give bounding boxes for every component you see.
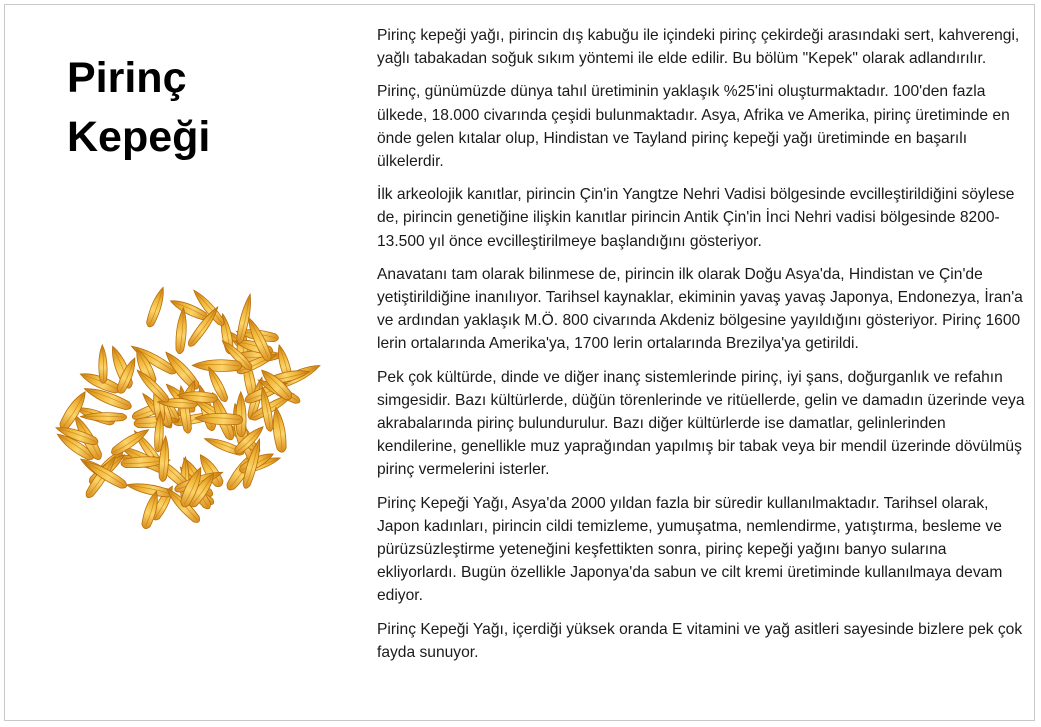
- rice-grain: [98, 345, 107, 384]
- rice-grain: [270, 407, 287, 453]
- paragraph-6: Pirinç Kepeği Yağı, Asya'da 2000 yıldan fazla bir süredir kullanılmaktadır. Tarihsel olarak, Japon kadınları, pirincin cildi temizleme, yumuşatma, nemlendirme, yatıştırma, besleme ve pürüzsüzleştirme yeteneğini keşfettikten sonra, pirinç kepeği yağını banyo sularına ekliyorlardı. Bugün özellikle Japonya'da sabun ve cilt kremi üretiminde kullanılmaya devam ediyor.: [377, 494, 1003, 605]
- title-line-1: Pirinç: [67, 54, 187, 102]
- rice-grain: [126, 480, 173, 498]
- paragraph-4: Anavatanı tam olarak bilinmese de, pirincin ilk olarak Doğu Asya'da, Hindistan ve Çin'de yetiştirildiğine inanılıyor. Tarihsel kaynaklar, ekiminin yavaş yavaş Japonya, Endonezya, İran'a ve ardından yaklaşık M.Ö. 800 civarında Akdeniz bölgesine yayıldığını gösteriyor. Pirinç 1600 lerin ortalarında Amerika'ya, 1700 lerin ortalarında Brezilya'ya getirildi.: [377, 265, 1023, 353]
- page-title: [67, 49, 307, 167]
- rice-grain: [192, 360, 242, 372]
- paragraph-1: Pirinç kepeği yağı, pirincin dış kabuğu ile içindeki pirinç çekirdeği arasındaki sert, kahverengi, yağlı tabakadan soğuk sıkım yöntemi ile elde edilir. Bu bölüm "Kepek" olarak adlandırılır.: [377, 27, 1020, 68]
- article-body: [377, 24, 1029, 674]
- paragraph-5: Pek çok kültürde, dinde ve diğer inanç sistemlerinde pirinç, iyi şans, doğurganlık ve refahın simgesidir. Bazı kültürlerde, düğün törenlerinde ve ritüellerde, gelin ve damadın üzerinde veya akrabalarında pirinç bulundurulur. Bazı diğer kültürlerde ise damatlar, gelinlerinden kendilerine, genellikle muz yaprağından yapılmış bir tabak veya bir mendil üzerinde dövülmüş pirinç vermelerini isterler.: [377, 368, 1025, 479]
- title-line-2: Kepeği: [67, 113, 211, 161]
- rice-grain: [236, 392, 247, 437]
- rice-grain: [145, 286, 168, 329]
- rice-grains-image: [35, 280, 340, 555]
- rice-grain: [175, 307, 188, 354]
- paragraph-7: Pirinç Kepeği Yağı, içerdiği yüksek oranda E vitamini ve yağ asitleri sayesinde bizlere pek çok fayda sunuyor.: [377, 620, 1023, 661]
- page-frame: [4, 4, 1035, 721]
- paragraph-3: İlk arkeolojik kanıtlar, pirincin Çin'in Yangtze Nehri Vadisi bölgesinde evcilleştirildiğini söylese de, pirincin genetiğine ilişkin kanıtlar pirincin Antik Çin'in İnci Nehri vadisi bölgesinde 8200-13.500 yıl önce evcilleştirilmeye başlandığını gösteriyor.: [377, 186, 1015, 250]
- paragraph-2: Pirinç, günümüzde dünya tahıl üretiminin yaklaşık %25'ini oluşturmaktadır. 100'den fazla ülkede, 18.000 civarında çeşidi bulunmaktadır. Asya, Afrika ve Amerika, pirinç üretiminde en önde gelen kıtalar olup, Hindistan ve Tayland pirinç kepeği yağı üretiminde en başarılı ülkelerdir.: [377, 83, 1010, 171]
